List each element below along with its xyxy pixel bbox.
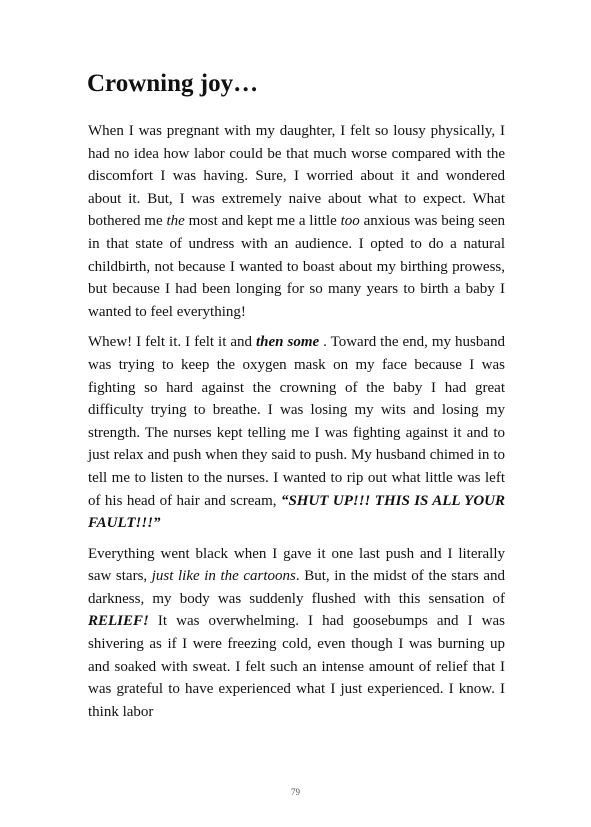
page-number: 79 (291, 787, 300, 797)
paragraph-1 (88, 120, 505, 323)
text-segment: . Toward the end, my husband was trying to keep the oxygen mask on my face because I was fighting so hard against the crowning of the baby I had great difficulty trying to breathe. I was losing my wits and losing my strength. The nurses kept telling me I was fighting against it and to just relax and push when they said to push. My husband chimed in to tell me to listen to the nurses. I wanted to rip out what little was left of his head of hair and scream, (88, 334, 505, 509)
chapter-title: Crowning joy… (87, 70, 259, 97)
emphasis-bold-italic: “SHUT UP!!! THIS IS ALL YOUR FAULT!!!” (88, 492, 506, 532)
emphasis-italic: too (340, 213, 360, 230)
text-segment: Whew! I felt it. I felt it and (88, 334, 256, 351)
paragraph-2 (88, 331, 505, 534)
paragraph-3 (88, 543, 505, 724)
body-text (88, 120, 505, 731)
emphasis-bold-italic: RELIEF! (88, 613, 149, 630)
text-segment: most and kept me a little (184, 213, 341, 230)
text-segment: . But, in the midst of the stars and darkness, my body was suddenly flushed with this sensation of (88, 568, 505, 607)
text-segment: anxious was being seen in that state of undress with an audience. I opted to do a natural childbirth, not because I wanted to boast about my birthing prowess, but because I had been longing for so many years to birth a baby I wanted to feel everything! (88, 213, 506, 320)
text-segment: Everything went black when I gave it one last push and I literally saw stars, (88, 545, 505, 585)
emphasis-italic: the (166, 213, 185, 230)
text-segment: It was overwhelming. I had goosebumps and I was shivering as if I were freezing cold, even though I was burning up and soaked with sweat. I felt such an intense amount of relief that I was grateful to have experienced what I just experienced. I know. I think labor (88, 613, 505, 720)
text-segment: When I was pregnant with my daughter, I felt so lousy physically, I had no idea how labor could be that much worse compared with the discomfort I was having. Sure, I worried about it and wondered about it. But, I was extremely naive about what to expect. What bothered me (88, 123, 505, 230)
emphasis-italic: just like in the cartoons (151, 568, 296, 585)
emphasis-bold-italic: then some (256, 334, 320, 351)
